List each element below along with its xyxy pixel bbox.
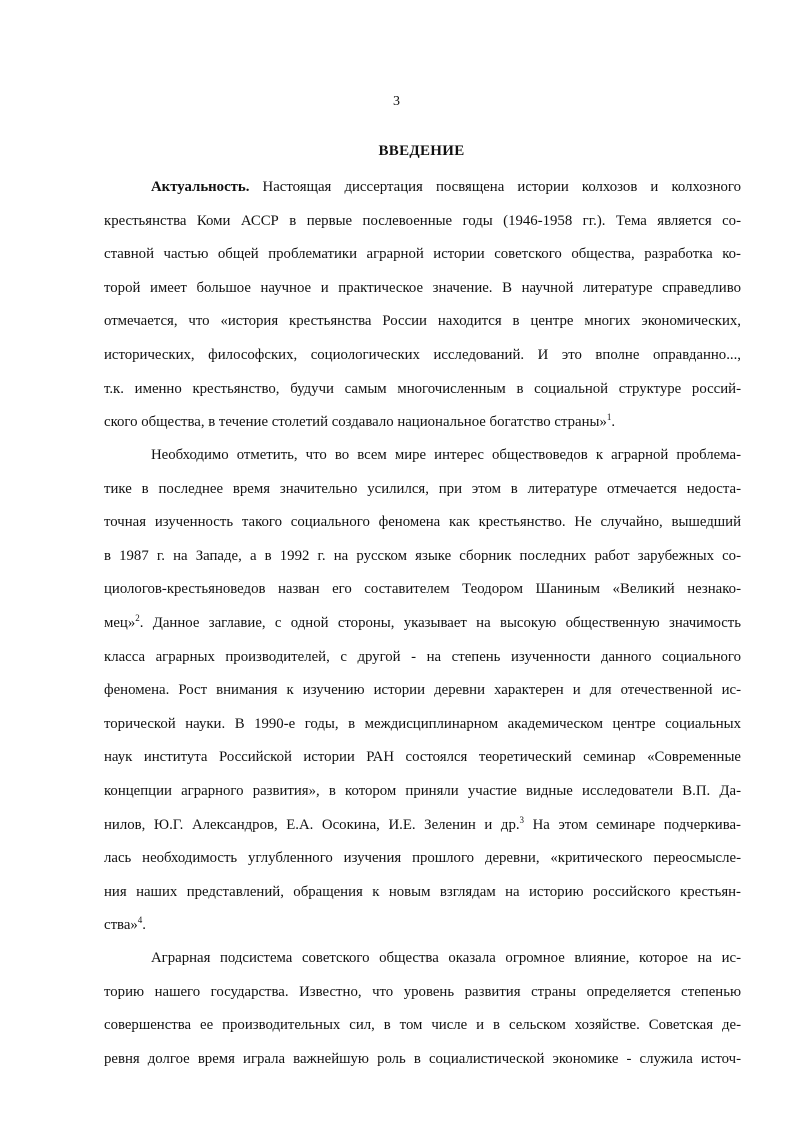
paragraph-line: крестьянства Коми АССР в первые послевоенные годы (1946-1958 гг.). Тема является со- <box>104 212 741 229</box>
footnote-marker[interactable]: 1 <box>606 412 612 423</box>
section-heading: ВВЕДЕНИЕ <box>378 143 465 159</box>
paragraph-line: ставной частью общей проблематики аграрной истории советского общества, разработка ко- <box>104 246 741 263</box>
paragraph-line: ства»$^4$. <box>104 915 146 934</box>
paragraph-agrarian-subsystem <box>104 942 741 1076</box>
paragraph-line: в 1987 г. на Западе, а в 1992 г. на русском языке сборник последних работ зарубежных со- <box>104 547 741 564</box>
paragraph-line: нилов, Ю.Г. Александров, Е.А. Осокина, И.Е. Зеленин и др.$^3$ На этом семинаре подчеркива- <box>104 814 741 833</box>
lead-bold-term: Актуальность. <box>151 179 250 195</box>
paragraph-line: торой имеет большое научное и практическое значение. В научной литературе справедливо <box>104 279 741 296</box>
footnote-marker[interactable]: 3 <box>519 814 525 825</box>
paragraph-line: Аграрная подсистема советского общества оказала огромное влияние, которое на ис- <box>151 950 741 966</box>
paragraph-line: ревня долгое время играла важнейшую роль в социалистической экономике - служила источ- <box>104 1050 741 1067</box>
footnote-marker[interactable]: 2 <box>135 613 140 624</box>
paragraph-line: ния наших представлений, обращения к новым взглядам на историю российского крестьян- <box>104 883 741 900</box>
paragraph-line: точная изученность такого социального феномена как крестьянство. Не случайно, вышедший <box>104 514 741 531</box>
paragraph-line: торию нашего государства. Известно, что уровень развития страны определяется степенью <box>104 983 741 1000</box>
paragraph-line: т.к. именно крестьянство, будучи самым многочисленным в социальной структуре россий- <box>104 380 741 397</box>
paragraph-line: исторических, философских, социологических исследований. И это вполне оправданно..., <box>104 346 741 363</box>
paragraph-line: концепции аграрного развития», в котором приняли участие видные исследователи В.П. Да- <box>104 782 741 799</box>
paragraph-interest <box>104 439 741 943</box>
paragraph-line: циологов-крестьяноведов назван его составителем Теодором Шаниным «Великий незнако- <box>104 581 741 598</box>
paragraph-line: феномена. Рост внимания к изучению истории деревни характерен и для отечественной ис- <box>104 682 741 699</box>
paragraph-line: торической науки. В 1990-е годы, в междисциплинарном академическом центре социальных <box>104 715 741 732</box>
paragraph-line: тике в последнее время значительно усилился, при этом в литературе отмечается недоста- <box>104 480 741 497</box>
paragraph-line: Необходимо отметить, что во всем мире интерес обществоведов к аграрной проблема- <box>151 447 741 463</box>
paragraph-line: мец»$^2$. Данное заглавие, с одной стороны, указывает на высокую общественную значимость <box>104 613 741 631</box>
paragraph-line: лась необходимость углубленного изучения прошлого деревни, «критического переосмысле- <box>104 850 741 867</box>
paragraph-line: Актуальность. Настоящая диссертация посвящена истории колхозов и колхозного <box>151 179 741 195</box>
paragraph-line: ского общества, в течение столетий создавало национальное богатство страны»$^1$. <box>104 412 616 431</box>
paragraph-line: отмечается, что «история крестьянства России находится в центре многих экономических, <box>104 313 741 330</box>
paragraph-line: класса аграрных производителей, с другой - на степень изученности данного социального <box>104 648 741 665</box>
page-number: 3 <box>393 94 400 109</box>
paragraph-line: наук института Российской истории РАН состоялся теоретический семинар «Современные <box>104 749 741 766</box>
paragraph-relevance <box>104 171 741 440</box>
footnote-marker[interactable]: 4 <box>137 915 143 926</box>
paragraph-line: совершенства ее производительных сил, в том числе и в сельском хозяйстве. Советская де- <box>104 1017 741 1034</box>
